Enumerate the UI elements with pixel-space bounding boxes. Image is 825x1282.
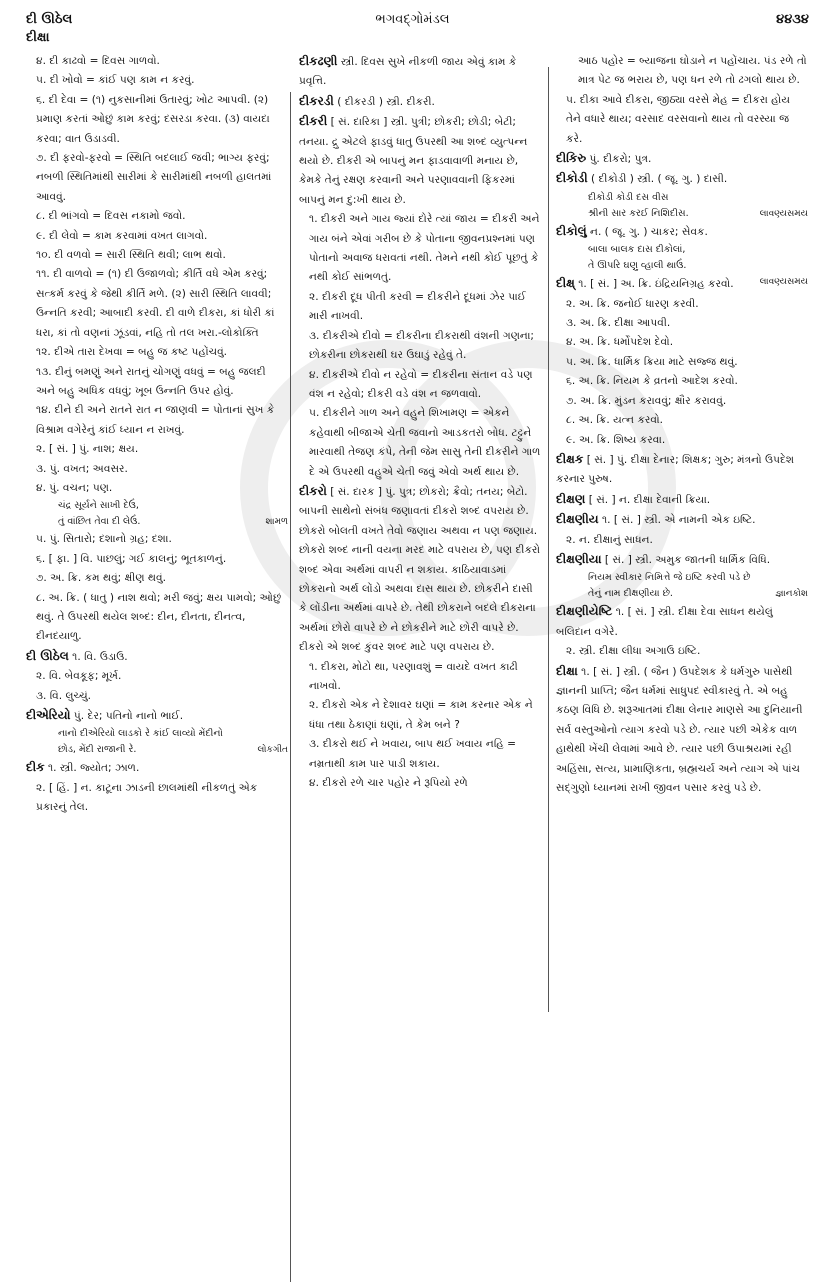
page-header [0,12,825,32]
left-guide-word: દી ઊઠેલ [26,12,73,27]
sense-line: ૯. દી લેવો = કામ કરવામાં વખત લાગવો. [36,229,208,242]
sense-line: ૨. [ હિં. ] ન. કાટૂના ઝાડની છાલમાંથી નીકળતું એક પ્રકારનું તેલ. [36,781,258,814]
sense-line: ૨. દીકરો એક ને દેશાવર ઘણાં = કામ કરનાર એક ને ધંધા તથા ઠેકાણાં ઘણાં, તે કેમ બને ? [309,699,533,731]
sense-line: ૫. દીકરીને ગાળ અને વહુને શિખામણ = એકને કહેવાથી બીજાએ ચેતી જવાનો આડકતરો બોધ. ટટ્ટુને મારવાથી તેજણ કંપે, તેની જેમ સાસુ તેની દીકરીને ગાળ દે એ ઉપરથી વહુએ ચેતી જવું એવો અર્થ થાય છે. [309,407,541,478]
entry-definition: ૧. [ સં. ] સ્ત્રી. દીક્ષા દેવા સાધન થયેલું બલિદાન વગેરે. [556,606,773,638]
quotation-text: દીકોડી કોડી દસ વીસ [588,191,669,203]
column-1 [26,52,288,818]
quotation-source: લાવણ્યસમય [759,208,808,219]
sense-line: ૪. પું. વચન; પણ. [36,481,113,494]
entry-definition: સ્ત્રી. દિવસ સુખે નીકળી જાય એવું કામ કે પ્રવૃત્તિ. [299,56,517,88]
dictionary-entry [556,222,808,242]
page-number: ૪૪૩૪ [776,12,809,27]
entry-headword: દીકરી [299,114,328,129]
sense-line: ૭. દી ફરવો-ફરવો = સ્થિતિ બદલાઈ જવી; ભાગ્ય ફરવું; નબળી સ્થિતિમાંથી સારીમાં કે સારીમાંથી નબળી હાલતમાં આવવું. [36,152,272,203]
sense-line: ૧૨. દીએ તારા દેખવા = બહુ જ કષ્ટ પહોંચવું. [36,346,228,359]
entry-definition: પું. દેર; પતિનો નાનો ભાઈ. [70,710,184,722]
right-guide-word: દીક્ષા [26,30,50,45]
entry-headword: દીકરો [299,483,327,498]
column-divider [290,92,291,322]
quotation-line [26,742,288,758]
sense-line: ૫. અ. ક્રિ. ધાર્મિક ક્રિયા માટે સજ્જ થવું. [566,355,738,368]
sense-line: ૧૪. દીને દી અને રાતને રાત ન જાણવી = પોતાનાં સુખ કે વિશ્રામ વગેરેનું કાંઈ ધ્યાન ન રાખવું. [36,404,275,436]
quotation-line [556,586,808,602]
quotation-line [556,206,808,222]
entry-headword: દીક્ષણ [556,491,586,506]
sense-line: ૩. દીકરીએ દીવો = દીકરીના દીકરાથી વંશની ગણના; છોકરીના છોકરાથી ઘર ઉઘાડું રહેવું તે. [309,329,534,362]
quotation-source: શામળ [265,517,288,528]
dictionary-entry [26,758,288,778]
quotation-line [556,190,808,206]
continued-text: આઠ પહોર = બ્યાજના ઘોડાને ન પહોંચાય. પંડ રળે તો માત્ર પેટ જ ભરાય છે, પણ ધન રળે તો ઢગલો થાય છે. [578,55,807,87]
entry-headword: દીક્ષણીય [556,512,599,527]
sense-line: ૧૦. દી વળવો = સારી સ્થિતિ થવી; લાભ થવો. [36,249,226,262]
column-3 [556,52,808,798]
column-divider [548,67,549,1012]
sense-line: ૫. દી ખોવો = કાંઈ પણ કામ ન કરવું. [36,74,195,87]
sense-line: ૮. અ. ક્રિ. યત્ન કરવો. [566,414,664,427]
dictionary-entry [556,602,808,642]
sense-line: ૫. દીકા આવે દીકરા, જીઠ્યા વરસે મેહ = દીકરા હોય તેને વધારે થાય; વરસાદ વરસવાનો થાય તો વરસ્યા જ કરે. [566,93,791,145]
entry-headword: દીકોલું [556,223,587,238]
quotation-line [26,514,288,530]
sense-line: ૮. અ. ક્રિ. ( ધાતુ ) નાશ થવો; મરી જવું; ક્ષય પામવો; ઓછું થવું. તે ઉપરથી થયેલ શબ્દ: દીન, દીનતા, દીનત્વ, દીનદયાળુ. [36,591,282,643]
entry-definition: ૧. [ સં. ] સ્ત્રી. ( જૈન ) ઉપદેશક કે ધર્મગુરુ પાસેથી જ્ઞાનની પ્રાપ્તિ; જૈન ધર્મમાં સાધુપદ સ્વીકારવું તે. એ બહુ કઠણ વિધિ છે. શરૂઆતમાં દીક્ષા લેનાર માણસે આ દુનિયાની સર્વ વસ્તુઓનો ત્યાગ કરવો પડે છે. ત્યાર પછી એકેક વાળ હાથેથી ખેંચી લેવામાં આવે છે. ત્યાર પછી ઉપાશ્રયમાં રહી અહિંસા, સત્ય, પ્રામાણિકતા, બ્રહ્મચર્ય અને ત્યાગ એ પાંચ સદ્ગુણો ધ્યાનમાં રાખી જીવન પસાર કરવું પડે છે. [556,665,803,794]
quotation-text: છોડ, મેંદી રાજાની રે. [58,744,137,756]
sense-line: ૬. અ. ક્રિ. નિયમ કે વ્રતનો આદેશ કરવો. [566,375,738,388]
dictionary-entry [299,482,543,658]
dictionary-entry [299,92,543,112]
sense-line: ૮. દી ભાંગવો = દિવસ નકામો જવો. [36,210,186,223]
sense-line: ૫. પું. સિતારો; દશાનો ગ્રહ; દશા. [36,533,172,546]
entry-headword: દીક [26,760,45,775]
book-title: ભગવદ્ગોમંડલ [375,12,450,27]
entry-definition: પું. દીકરો; પુત્ર. [586,153,652,166]
dictionary-entry [556,662,808,799]
dictionary-entry [26,706,288,726]
entry-definition: ૧. વિ. ઉડાઉ. [68,650,128,663]
quotation-text: શ્રીની સાર કરઈ નિશિદીસ. [588,207,689,219]
sense-line: ૩. અ. ક્રિ. દીક્ષા આપવી. [566,317,671,330]
dictionary-entry [556,490,808,510]
entry-definition: [ સં. ] પું. દીક્ષા દેનાર; શિક્ષક; ગુરુ; મંત્રનો ઉપદેશ કરનાર પુરુષ. [556,453,795,486]
entry-definition: [ સં. ] ન. દીક્ષા દેવાની ક્રિયા. [585,493,711,506]
sense-line: ૬. [ ફા. ] વિ. પાછલું; ગઈ કાલનું; ભૂતકાળનું. [36,552,227,565]
entry-definition: [ સં. દારિકા ] સ્ત્રી. પુત્રી; છોકરી; છોડી; બેટી; તનયા. દ્રુ એટલે ફાડવું ધાતુ ઉપરથી આ શબ્દ વ્યુત્પન્ન થયો છે. દીકરી એ બાપનું મન ફાડવાવાળી મનાય છે, કેમકે તેનું રક્ષણ કરવાની અને પરણાવવાની ફિકરમાં બાપનું મન દુ:ખી થાય છે. [299,116,528,206]
quotation-line [26,498,288,514]
sense-line: ૨. વિ. બેવકૂફ; મૂર્ખ. [36,670,122,683]
entry-definition: ન. ( જૂ. ગુ. ) ચાકર; સેવક. [586,225,708,238]
column-2 [299,52,543,793]
entry-headword: દીએરિયો [26,708,71,722]
entry-definition: [ સં. દારક ] પું. પુત્ર; છોકરો; ક્રૈવો; તનય; બેટો. બાપની સાથેનો સંબંધ જણાવતાં દીકરો શબ્દ વપરાય છે. છોકરો બોલતી વખતે તેવો જણાય અથવા ન પણ જણાય. છોકરો શબ્દ નાની વયના મરદ માટે વપરાય છે, પણ દીકરો શબ્દ એવા અર્થમાં વાપરી ન શકાય. કાઠિયાવાડમાં છોકરાનો અર્થ લોંડો અથવા દાસ થાય છે. છોકરીને દાસી કે લોંડીના અર્થમાં વાપરે છે. તેથી છોકરાને બદલે દીકરાના અર્થમાં છોરો વાપરે છે ને છોકરીને માટે છોરી વાપરે છે. દીકરો એ શબ્દ કુંવર શબ્દ માટે પણ વપરાય છે. [299,485,541,654]
entry-headword: દી ઊઠેલ [26,648,69,663]
entry-headword: દીક્ષણીયેષ્ટિ [556,604,613,619]
quotation-source: લોકગીત [257,745,288,756]
sense-line: ૪. દીકરો રળે ચાર પહોર ને રૂપિયો રળે [309,777,468,790]
quotation-line [556,258,808,274]
sense-line: ૩. વિ. લુચ્ચું. [36,689,92,702]
sense-line: ૩. દીકરો થઈ ને ખવાય, બાપ થઈ ખવાય નહિ = નમ્રતાથી કામ પાર પાડી શકાય. [309,738,516,770]
sense-line: ૪. દીકરીએ દીવો ન રહેવો = દીકરીના સંતાન વડે પણ વંશ ન રહેવો; દીકરી વડે વંશ ન જળવાવો. [309,368,533,400]
sense-line: ૪. અ. ક્રિ. ધર્મોપદેશ દેવો. [566,336,674,349]
entry-headword: દીકિરુ [556,151,587,166]
sense-line: ૨. સ્ત્રી. દીક્ષા લીધા અગાઉ ઇષ્ટિ. [566,645,701,658]
sense-line: ૧૧. દી વાળવો = (૧) દી ઉજાળવો; કીર્તિ વધે એમ કરવું; સત્કર્મ કરવું કે જેથી કીર્તિ મળે. (૨) સારી સ્થિતિ લાવવી; ઉન્નતિ કરવી; આબાદી કરવી. દી વાળે દીકરા, કાં ધોરી કાં ધરા, કાં તો વણનાં ઝૂંડવાં, નહિ તો તલ ખરા.-લોકોક્તિ [36,268,275,339]
quotation-line [26,726,288,742]
entry-definition: ૧. [ સં. ] સ્ત્રી. એ નામની એક ઇષ્ટિ. [598,514,756,527]
quotation-line [556,242,808,258]
quotation-line [556,570,808,586]
entry-headword: દીક્ષક [556,451,584,466]
entry-definition: [ સં. ] સ્ત્રી. અમુક જાતની ધાર્મિક વિધિ. [601,553,771,566]
quotation-text: ચંદ્ર સૂર્યને સાખી દેઉં, [58,500,139,512]
quotation-text: તે ઊપરિ ઘણુ વ્હાલી થાઉં. [588,260,687,272]
quotation-text: તું વાંછિત તેવા દી લેઉં. [58,516,141,528]
sense-line: ૭. અ. ક્રિ. કમ થવું; ક્ષીણ થવું. [36,572,167,585]
quotation-text: નિયમ સ્વીકાર નિમિત્તે જે ઇષ્ટિ કરવી પડે છે [588,572,751,584]
entry-headword: દીક્ષણીયા [556,551,602,566]
sense-line: ૨. ન. દીક્ષાનું સાધન. [566,533,653,546]
entry-definition: ( દીકોડી ) સ્ત્રી. ( જૂ. ગુ. ) દાસી. [587,173,728,186]
entry-definition: ૧. [ સં. ] અ. ક્રિ. ઇંદ્રિયનિગ્રહ કરવો. [574,278,734,291]
quotation-text: નાનો દીએરિયો લાડકો રે કાંઈ લાવ્યો મેંદીનો [58,728,223,740]
sense-line: ૨. અ. ક્રિ. જનોઈ ધારણ કરવી. [566,297,699,310]
entry-headword: દીકઢણી [299,54,338,68]
sense-line: ૪. દી કાઢવો = દિવસ ગાળવો. [36,55,160,67]
dictionary-entry [556,510,808,530]
entry-headword: દીકોડી [556,171,588,186]
sense-line: ૧. દીકરા, મોટો થા, પરણાવશું = વાયદે વખત કાઢી નાખવો. [309,660,518,692]
dictionary-entry [26,647,288,667]
quotation-text: બાલા બાલક દાસ દીકોલાં, [588,244,686,256]
sense-line: ૭. અ. ક્રિ. મુંડન કરાવવું; ક્ષૌર કરાવવું. [566,394,727,407]
dictionary-entry [556,550,808,570]
entry-definition: ( દીકરડી ) સ્ત્રી. દીકરી. [333,95,435,108]
entry-headword: દીક્ષ્ [556,276,575,291]
sense-line: ૩. પું. વખત; અવસર. [36,462,128,475]
sense-line: ૬. દી દેવા = (૧) નુકસાનીમાં ઉતારવું; ખોટ આપવી. (૨) પ્રમાણ કરતાં ઓછું કામ કરવું; દસરડા કરવા. (૩) વાયદા કરવા; વાત ઉડાડવી. [36,93,270,145]
dictionary-entry [556,149,808,169]
sense-line: ૯. અ. ક્રિ. શિષ્ય કરવા. [566,433,666,446]
entry-headword: દીક્ષા [556,663,578,678]
dictionary-entry [556,169,808,189]
sense-line: ૧. દીકરી અને ગાય જ્યાં દોરે ત્યાં જાય = દીકરી અને ગાય બંને એવાં ગરીબ છે કે પોતાના જીવનપ્રશ્નમાં પણ પોતાનો અવાજ ધરાવતાં નથી. તેમને નથી કોઈ પૂછતું કે નથી કોઈ સાંભળતું. [309,213,540,284]
dictionary-entry [299,52,543,92]
column-divider [290,322,291,1282]
quotation-text: તેનું નામ દીક્ષણીયા છે. [588,588,673,600]
sense-line: ૨. દીકરી દૂધ પીતી કરવી = દીકરીને દૂધમાં ઝેર પાઈ મારી નાખવી. [309,290,526,323]
sense-line: ૧૩. દીનું બમણું અને રાતનું ચોગણું વધવું = બહુ જલદી અને બહુ અધિક વધવું; ખૂબ ઉન્નતિ ઉપર હોવું. [36,365,266,397]
entry-headword: દીકરડી [299,93,334,108]
sense-line: ૨. [ સં. ] પું. નાશ; ક્ષય. [36,443,139,456]
quotation-source: લાવણ્યસમય [759,277,808,288]
entry-definition: ૧. સ્ત્રી. જ્યોત; ઝાળ. [44,762,140,775]
dictionary-entry [299,112,543,210]
dictionary-entry [556,450,808,490]
quotation-source: જ્ઞાનકોશ [775,589,808,600]
